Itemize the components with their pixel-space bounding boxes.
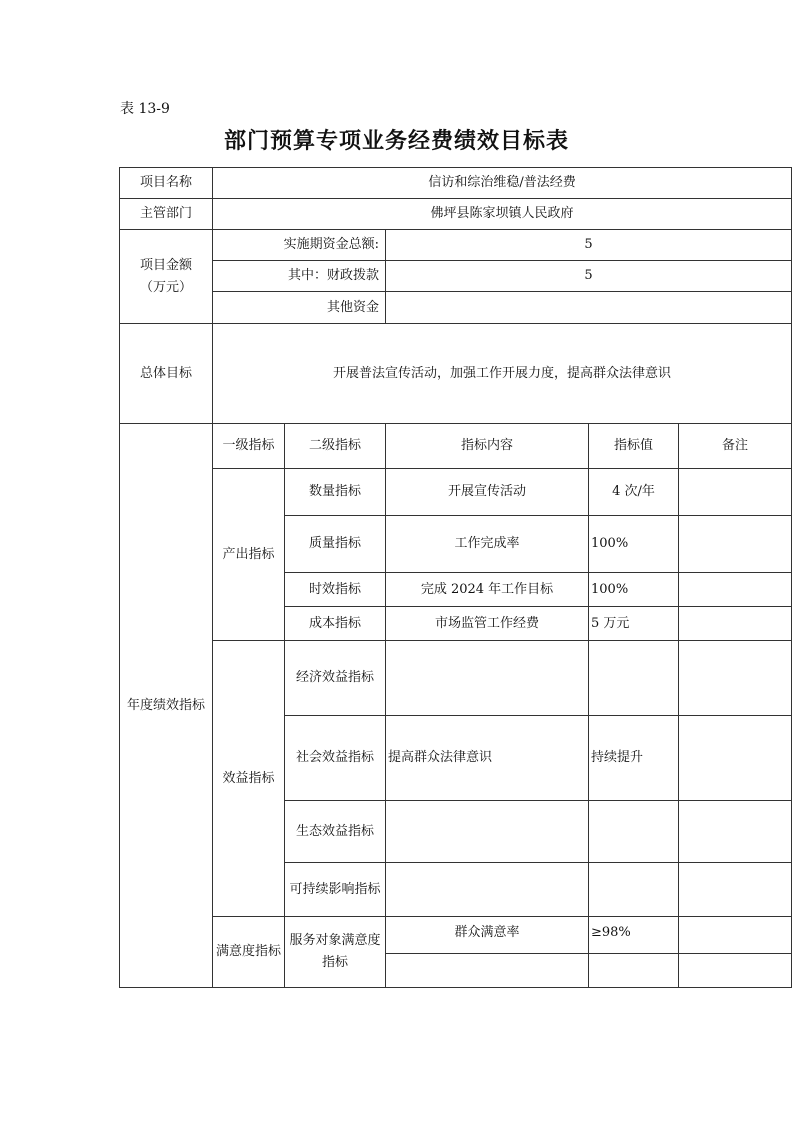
- content-cell: [386, 954, 589, 988]
- remark-cell: [679, 863, 792, 917]
- performance-target-table: [119, 167, 792, 988]
- table-row: [120, 917, 792, 954]
- value-cell: [589, 863, 679, 917]
- remark-cell: [679, 607, 792, 641]
- value-cell: 5 万元: [589, 607, 679, 641]
- document-title: 部门预算专项业务经费绩效目标表: [223, 128, 569, 154]
- table-number: 表 13-9: [120, 101, 170, 117]
- content-cell: [386, 801, 589, 863]
- content-cell: 群众满意率: [386, 917, 589, 954]
- amount-label-line1: 项目金额: [139, 257, 192, 273]
- fiscal-funds-label: 其中：财政拨款: [213, 261, 386, 292]
- amount-label-line2: （万元）: [139, 279, 192, 295]
- level2-cell: 经济效益指标: [285, 641, 386, 716]
- row-department: [120, 199, 792, 230]
- header-value: 指标值: [589, 424, 679, 469]
- project-name-value: 信访和综治维稳/普法经费: [213, 168, 792, 199]
- overall-target-value: 开展普法宣传活动，加强工作开展力度，提高群众法律意识: [213, 324, 792, 424]
- row-amount-other: [120, 292, 792, 324]
- department-value: 佛坪县陈家坝镇人民政府: [213, 199, 792, 230]
- fiscal-funds-value: 5: [386, 261, 792, 292]
- remark-cell: [679, 573, 792, 607]
- level2-cell: 数量指标: [285, 469, 386, 516]
- level2-cell: 社会效益指标: [285, 716, 386, 801]
- remark-cell: [679, 954, 792, 988]
- value-cell: ≥98%: [589, 917, 679, 954]
- remark-cell: [679, 516, 792, 573]
- value-cell: 持续提升: [589, 716, 679, 801]
- content-cell: 市场监管工作经费: [386, 607, 589, 641]
- value-cell: 4 次/年: [589, 469, 679, 516]
- table-row: [120, 469, 792, 516]
- row-overall-target: [120, 324, 792, 424]
- row-amount-fiscal: [120, 261, 792, 292]
- value-cell: [589, 801, 679, 863]
- value-cell: 100%: [589, 573, 679, 607]
- department-label: 主管部门: [120, 199, 213, 230]
- total-funds-label: 实施期资金总额:: [213, 230, 386, 261]
- other-funds-value: [386, 292, 792, 324]
- row-project-name: [120, 168, 792, 199]
- value-cell: 100%: [589, 516, 679, 573]
- level2-cell: 时效指标: [285, 573, 386, 607]
- value-cell: [589, 954, 679, 988]
- content-cell: 完成 2024 年工作目标: [386, 573, 589, 607]
- content-cell: 开展宣传活动: [386, 469, 589, 516]
- remark-cell: [679, 917, 792, 954]
- row-indicator-header: [120, 424, 792, 469]
- header-content: 指标内容: [386, 424, 589, 469]
- satisfaction-indicators-label: 满意度指标: [213, 917, 285, 988]
- level2-cell: 质量指标: [285, 516, 386, 573]
- content-cell: 工作完成率: [386, 516, 589, 573]
- level2-cell: 生态效益指标: [285, 801, 386, 863]
- content-cell: [386, 863, 589, 917]
- content-cell: [386, 641, 589, 716]
- amount-label: [120, 230, 213, 324]
- level2-cell: 成本指标: [285, 607, 386, 641]
- table-row: [120, 641, 792, 716]
- overall-target-label: 总体目标: [120, 324, 213, 424]
- project-name-label: 项目名称: [120, 168, 213, 199]
- annual-indicators-label: 年度绩效指标: [120, 424, 213, 988]
- benefit-indicators-label: 效益指标: [213, 641, 285, 917]
- header-level1: 一级指标: [213, 424, 285, 469]
- row-amount-total: [120, 230, 792, 261]
- remark-cell: [679, 641, 792, 716]
- header-remark: 备注: [679, 424, 792, 469]
- other-funds-label: 其他资金: [213, 292, 386, 324]
- content-cell: 提高群众法律意识: [386, 716, 589, 801]
- remark-cell: [679, 716, 792, 801]
- remark-cell: [679, 801, 792, 863]
- service-satisfaction-label: 服务对象满意度指标: [285, 917, 386, 988]
- output-indicators-label: 产出指标: [213, 469, 285, 641]
- header-level2: 二级指标: [285, 424, 386, 469]
- level2-cell: 可持续影响指标: [285, 863, 386, 917]
- value-cell: [589, 641, 679, 716]
- remark-cell: [679, 469, 792, 516]
- total-funds-value: 5: [386, 230, 792, 261]
